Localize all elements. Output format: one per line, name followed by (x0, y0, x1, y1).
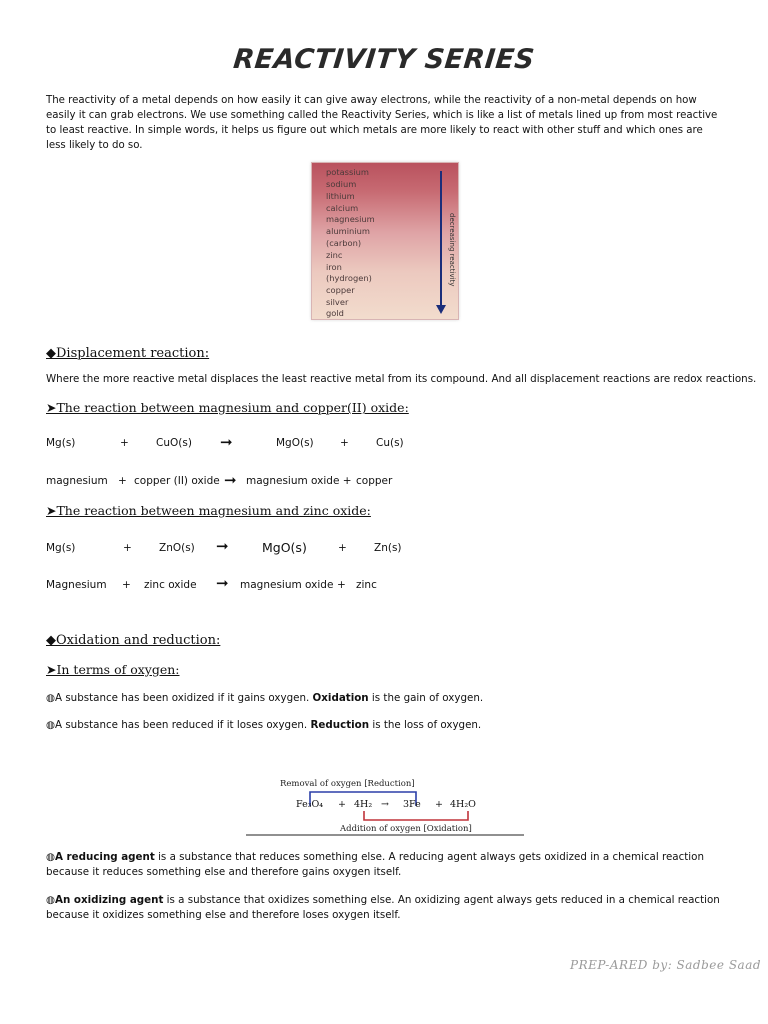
eq-plus: + (340, 437, 349, 449)
metal-label: silver (326, 297, 349, 307)
metal-label: (carbon) (326, 238, 362, 248)
author-signature: PREP-ARED by: Sadbee Saad (570, 958, 762, 972)
word-term: Magnesium (46, 579, 107, 591)
bullet-icon: ◍ (46, 894, 55, 906)
word-plus: + (122, 579, 131, 591)
metal-label: iron (326, 262, 342, 272)
metal-label: calcium (326, 203, 359, 213)
word-term: zinc oxide (144, 579, 197, 591)
eq-item: 3Fe (403, 799, 421, 810)
displacement-heading: ◆Displacement reaction: (46, 346, 210, 361)
reduction-definition: ◍A substance has been reduced if it loses oxygen. Reduction is the loss of oxygen. (46, 719, 482, 731)
oxidizing-agent-definition: ◍An oxidizing agent is a substance that oxidizes something else. An oxidizing agent always gets reduced in a chemical reaction because it oxidizes something else and therefore loses oxygen itself. (46, 894, 720, 921)
eq-term: ZnO(s) (159, 542, 195, 554)
decreasing-reactivity-arrow (440, 171, 442, 309)
reaction-arrow-icon: ➞ (220, 433, 233, 451)
word-term: magnesium (46, 475, 108, 487)
reaction-arrow-icon: ➞ (224, 471, 237, 489)
word-term: magnesium oxide + (246, 475, 352, 487)
eq-item: + (338, 799, 346, 810)
word-plus: + (118, 475, 127, 487)
reaction-arrow-icon: ➞ (216, 537, 229, 555)
eq-item: 4H₂O (450, 799, 476, 810)
oxidation-heading: ◆Oxidation and reduction: (46, 633, 221, 648)
metal-label: magnesium (326, 214, 375, 224)
oxygen-subheading: ➤In terms of oxygen: (46, 662, 180, 677)
eq-item: 4H₂ (354, 799, 373, 810)
eq-arrow: → (381, 799, 389, 810)
metal-label: (hydrogen) (326, 273, 372, 283)
redox-diagram (246, 777, 524, 837)
arrow-head-icon (436, 305, 446, 314)
reaction-1-heading: ➤The reaction between magnesium and copper(II) oxide: (46, 400, 409, 415)
eq-term: Zn(s) (374, 542, 402, 554)
metal-label: zinc (326, 250, 343, 260)
eq-term: Cu(s) (376, 437, 404, 449)
oxidation-definition: ◍A substance has been oxidized if it gains oxygen. Oxidation is the gain of oxygen. (46, 692, 484, 704)
eq-term: Mg(s) (46, 542, 76, 554)
metal-label: gold (326, 308, 344, 318)
bullet-icon: ◍ (46, 692, 55, 704)
page-title: REACTIVITY SERIES (231, 44, 537, 75)
metal-label: sodium (326, 179, 357, 189)
reaction-arrow-icon: ➞ (216, 574, 229, 592)
metal-label: aluminium (326, 226, 370, 236)
oxidation-bracket (364, 811, 468, 820)
metal-label: potassium (326, 167, 369, 177)
reaction-2-heading: ➤The reaction between magnesium and zinc oxide: (46, 503, 371, 518)
intro-paragraph: The reactivity of a metal depends on how easily it can give away electrons, while the reactivity of a non-metal depends on how easily it can grab electrons. We use something called the Reactivity Series, which is like a list of metals lined up from most reactive to least reactive. In simple words, it helps us figure out which metals are more likely to react with other stuff and which ones are less likely to do so. (46, 95, 718, 151)
bullet-icon: ◍ (46, 851, 55, 863)
word-plus: + (337, 579, 346, 591)
displacement-definition: Where the more reactive metal displaces the least reactive metal from its compound. And all displacement reactions are redox reactions. (46, 373, 757, 385)
word-term: zinc (356, 579, 377, 591)
eq-term: CuO(s) (156, 437, 192, 449)
oxidation-label: Addition of oxygen [Oxidation] (340, 824, 472, 834)
reactivity-series-figure (311, 162, 459, 320)
metal-label: lithium (326, 191, 355, 201)
word-term: copper (II) oxide (134, 475, 220, 487)
eq-plus: + (120, 437, 129, 449)
word-term: copper (356, 475, 393, 487)
eq-term: MgO(s) (276, 437, 314, 449)
eq-item: Fe₃O₄ (296, 799, 324, 810)
reducing-agent-definition: ◍A reducing agent is a substance that reduces something else. A reducing agent always gets oxidized in a chemical reaction because it reduces something else and therefore gains oxygen itself. (46, 851, 704, 878)
reduction-label: Removal of oxygen [Reduction] (280, 779, 415, 789)
arrow-label: decreasing reactivity (448, 213, 456, 287)
eq-term: MgO(s) (262, 540, 307, 555)
eq-plus: + (338, 542, 347, 554)
bullet-icon: ◍ (46, 719, 55, 731)
eq-item: + (435, 799, 443, 810)
metal-label: copper (326, 285, 355, 295)
word-term: magnesium oxide (240, 579, 334, 591)
eq-term: Mg(s) (46, 437, 76, 449)
eq-plus: + (123, 542, 132, 554)
